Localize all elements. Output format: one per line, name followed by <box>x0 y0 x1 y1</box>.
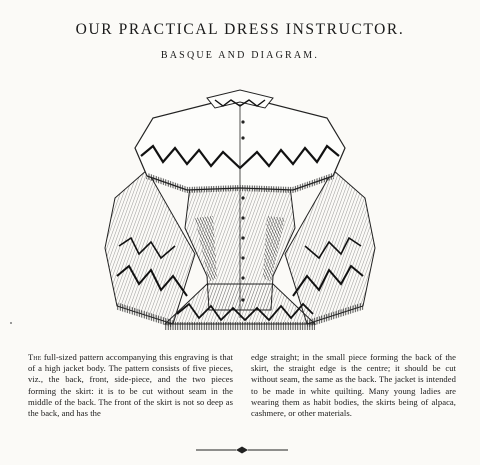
lead-word: The <box>28 352 42 362</box>
basque-illustration <box>95 78 385 346</box>
ornamental-divider-icon <box>196 445 288 455</box>
page-title: OUR PRACTICAL DRESS INSTRUCTOR. <box>75 21 405 38</box>
print-speck <box>10 322 12 324</box>
left-column-text: full-sized pattern accompanying this engraving is that of a high jacket body. The pattern consists of five pieces, viz., the back, front, side-piece, and the two pieces forming the skirt: it is to be cut without seam in the middle of the back. The front of the skirt is not so deep as the back, and has the <box>28 352 233 419</box>
basque-jacket-engraving-icon <box>95 78 385 346</box>
page-subtitle: BASQUE AND DIAGRAM. <box>160 50 320 61</box>
article-column-left <box>28 352 233 436</box>
article-body <box>28 352 456 436</box>
article-column-right: edge straight; in the small piece forming the back of the skirt, the straight edge is the centre; it should be cut without seam, the same as the back. The jacket is intended to be made in white quilting. Many young ladies are wearing them as habit bodies, the skirts being of alpaca, cashmere, or other materials. <box>251 352 456 419</box>
